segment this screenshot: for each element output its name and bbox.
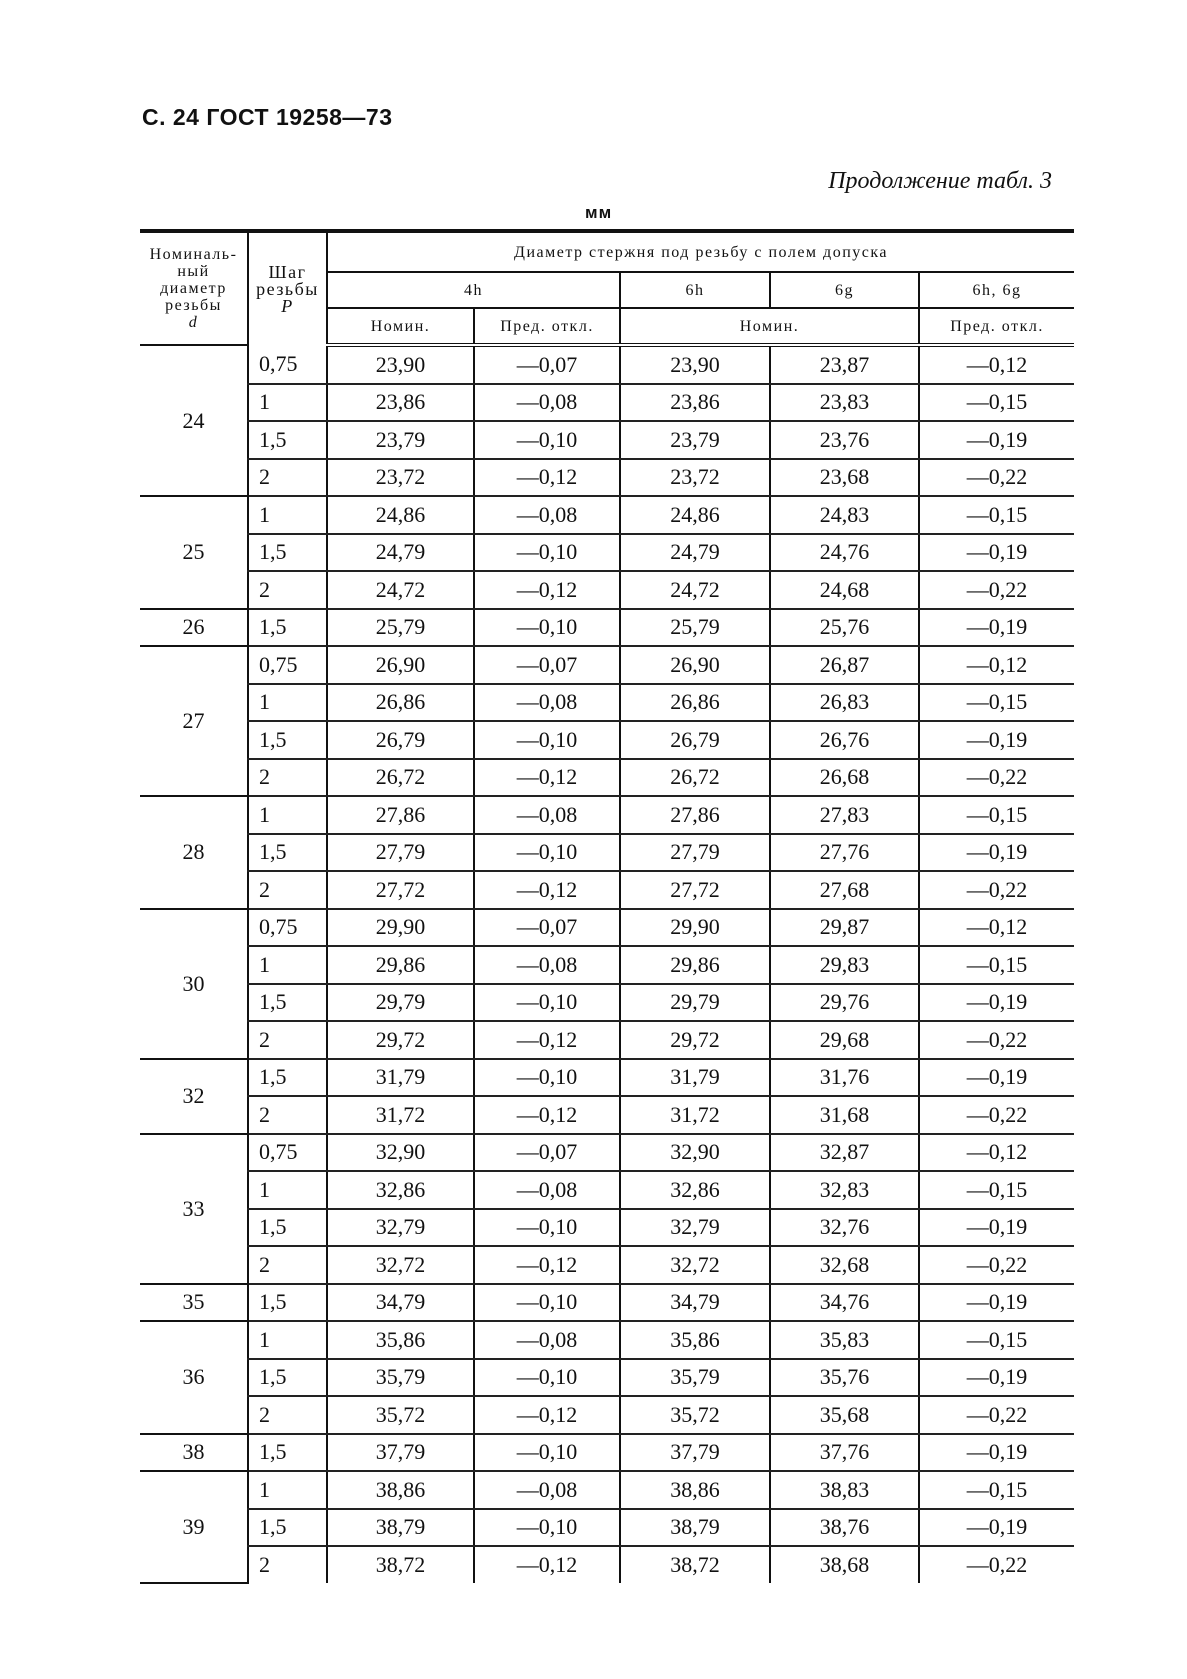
table-row [140,646,1074,684]
nominal-4h-cell: 34,79 [327,1284,474,1322]
nominal-6g-cell: 37,76 [770,1434,919,1472]
deviation-6h6g-cell: —0,15 [919,1321,1074,1359]
nominal-6g-cell: 24,83 [770,496,919,534]
thread-pitch-cell: 1 [248,496,327,534]
header-text: диаметр [160,280,227,297]
nominal-6h-cell: 24,86 [620,496,770,534]
table-row [140,1134,1074,1172]
table-row [140,384,1074,422]
nominal-4h-cell: 26,90 [327,646,474,684]
header-dev-4h: Пред. откл. [474,308,620,345]
deviation-6h6g-cell: —0,22 [919,1096,1074,1134]
table-caption: Продолжение табл. 3 [828,168,1052,194]
deviation-4h-cell: —0,12 [474,1021,620,1059]
nominal-4h-cell: 23,79 [327,421,474,459]
nominal-6g-cell: 29,87 [770,909,919,947]
nominal-6h-cell: 31,79 [620,1059,770,1097]
nominal-diameter-cell: 39 [140,1471,248,1583]
deviation-6h6g-cell: —0,22 [919,571,1074,609]
deviation-6h6g-cell: —0,15 [919,384,1074,422]
table-row [140,1059,1074,1097]
nominal-4h-cell: 31,72 [327,1096,474,1134]
thread-pitch-cell: 1 [248,946,327,984]
deviation-4h-cell: —0,10 [474,1509,620,1547]
nominal-diameter-cell: 38 [140,1434,248,1472]
deviation-6h6g-cell: —0,22 [919,459,1074,497]
nominal-6h-cell: 26,86 [620,684,770,722]
deviation-4h-cell: —0,10 [474,834,620,872]
deviation-4h-cell: —0,12 [474,571,620,609]
nominal-6g-cell: 26,83 [770,684,919,722]
nominal-diameter-cell: 30 [140,909,248,1059]
nominal-6g-cell: 27,76 [770,834,919,872]
thread-pitch-cell: 2 [248,1396,327,1434]
nominal-4h-cell: 29,86 [327,946,474,984]
deviation-6h6g-cell: —0,19 [919,534,1074,572]
thread-pitch-cell: 1 [248,384,327,422]
table-row [140,1171,1074,1209]
nominal-diameter-cell: 24 [140,345,248,496]
thread-pitch-cell: 1 [248,796,327,834]
thread-diameter-table [140,229,1074,1584]
deviation-4h-cell: —0,08 [474,1471,620,1509]
deviation-4h-cell: —0,08 [474,684,620,722]
thread-pitch-cell: 1,5 [248,609,327,647]
header-symbol: d [188,314,199,331]
nominal-4h-cell: 23,86 [327,384,474,422]
nominal-diameter-cell: 33 [140,1134,248,1284]
nominal-diameter-cell: 32 [140,1059,248,1134]
thread-pitch-cell: 2 [248,1546,327,1583]
deviation-4h-cell: —0,10 [474,609,620,647]
table-row [140,459,1074,497]
nominal-4h-cell: 32,86 [327,1171,474,1209]
nominal-4h-cell: 32,72 [327,1246,474,1284]
nominal-4h-cell: 23,72 [327,459,474,497]
nominal-6g-cell: 27,68 [770,871,919,909]
nominal-4h-cell: 26,72 [327,759,474,797]
deviation-6h6g-cell: —0,12 [919,909,1074,947]
deviation-6h6g-cell: —0,15 [919,684,1074,722]
nominal-6h-cell: 24,79 [620,534,770,572]
nominal-6g-cell: 26,68 [770,759,919,797]
header-tol-6g: 6g [770,272,919,308]
header-tol-6h: 6h [620,272,770,308]
nominal-4h-cell: 24,72 [327,571,474,609]
nominal-6g-cell: 32,68 [770,1246,919,1284]
thread-pitch-cell: 0,75 [248,1134,327,1172]
thread-pitch-cell: 1 [248,1171,327,1209]
thread-pitch-cell: 1,5 [248,984,327,1022]
deviation-6h6g-cell: —0,22 [919,1021,1074,1059]
nominal-4h-cell: 32,79 [327,1209,474,1247]
table-row [140,684,1074,722]
nominal-6h-cell: 38,79 [620,1509,770,1547]
table-row [140,1546,1074,1583]
nominal-6h-cell: 35,72 [620,1396,770,1434]
thread-pitch-cell: 0,75 [248,646,327,684]
nominal-6g-cell: 26,87 [770,646,919,684]
table-row [140,1209,1074,1247]
nominal-4h-cell: 25,79 [327,609,474,647]
thread-pitch-cell: 0,75 [248,345,327,384]
deviation-6h6g-cell: —0,15 [919,796,1074,834]
page-header: С. 24 ГОСТ 19258—73 [142,104,393,130]
nominal-6h-cell: 31,72 [620,1096,770,1134]
nominal-6g-cell: 31,76 [770,1059,919,1097]
deviation-4h-cell: —0,12 [474,1246,620,1284]
nominal-6g-cell: 35,83 [770,1321,919,1359]
nominal-6h-cell: 26,72 [620,759,770,797]
table-row [140,571,1074,609]
table-row [140,1321,1074,1359]
table-row [140,984,1074,1022]
deviation-4h-cell: —0,12 [474,1096,620,1134]
nominal-6h-cell: 24,72 [620,571,770,609]
nominal-6g-cell: 26,76 [770,721,919,759]
thread-pitch-cell: 0,75 [248,909,327,947]
deviation-6h6g-cell: —0,15 [919,946,1074,984]
deviation-4h-cell: —0,10 [474,984,620,1022]
nominal-diameter-cell: 25 [140,496,248,609]
header-nomin-6h6g: Номин. [620,308,919,345]
deviation-6h6g-cell: —0,22 [919,1246,1074,1284]
thread-pitch-cell: 1,5 [248,721,327,759]
deviation-4h-cell: —0,10 [474,1059,620,1097]
header-dev-6h6g: Пред. откл. [919,308,1074,345]
nominal-4h-cell: 35,86 [327,1321,474,1359]
deviation-6h6g-cell: —0,19 [919,1509,1074,1547]
deviation-4h-cell: —0,12 [474,1546,620,1583]
thread-pitch-cell: 2 [248,759,327,797]
nominal-4h-cell: 23,90 [327,345,474,384]
nominal-6g-cell: 32,76 [770,1209,919,1247]
thread-pitch-cell: 1 [248,1471,327,1509]
header-text: резьбы [256,278,319,299]
table-row [140,1359,1074,1397]
deviation-4h-cell: —0,08 [474,496,620,534]
nominal-6g-cell: 31,68 [770,1096,919,1134]
deviation-4h-cell: —0,10 [474,1359,620,1397]
deviation-4h-cell: —0,08 [474,384,620,422]
deviation-6h6g-cell: —0,12 [919,1134,1074,1172]
table-row [140,946,1074,984]
nominal-6h-cell: 37,79 [620,1434,770,1472]
deviation-6h6g-cell: —0,12 [919,345,1074,384]
thread-pitch-cell: 2 [248,459,327,497]
table-row [140,1434,1074,1472]
nominal-6g-cell: 38,83 [770,1471,919,1509]
table-row [140,609,1074,647]
table-row [140,1096,1074,1134]
deviation-4h-cell: —0,07 [474,646,620,684]
table-row [140,1471,1074,1509]
thread-pitch-cell: 1 [248,684,327,722]
nominal-6h-cell: 23,90 [620,345,770,384]
header-nominal-diameter [140,231,248,345]
nominal-6h-cell: 32,79 [620,1209,770,1247]
thread-pitch-cell: 1,5 [248,834,327,872]
deviation-4h-cell: —0,08 [474,946,620,984]
nominal-6h-cell: 34,79 [620,1284,770,1322]
nominal-6h-cell: 35,79 [620,1359,770,1397]
deviation-6h6g-cell: —0,19 [919,721,1074,759]
deviation-6h6g-cell: —0,12 [919,646,1074,684]
nominal-6h-cell: 32,86 [620,1171,770,1209]
nominal-6h-cell: 35,86 [620,1321,770,1359]
deviation-6h6g-cell: —0,22 [919,759,1074,797]
deviation-6h6g-cell: —0,15 [919,1171,1074,1209]
nominal-4h-cell: 27,86 [327,796,474,834]
table-body [140,345,1074,1583]
nominal-6h-cell: 29,90 [620,909,770,947]
nominal-4h-cell: 29,79 [327,984,474,1022]
deviation-4h-cell: —0,07 [474,345,620,384]
deviation-6h6g-cell: —0,19 [919,984,1074,1022]
nominal-6g-cell: 38,76 [770,1509,919,1547]
deviation-4h-cell: —0,10 [474,1209,620,1247]
header-symbol: P [281,295,294,316]
deviation-6h6g-cell: —0,19 [919,609,1074,647]
nominal-4h-cell: 29,72 [327,1021,474,1059]
nominal-6h-cell: 23,86 [620,384,770,422]
deviation-6h6g-cell: —0,19 [919,1434,1074,1472]
nominal-4h-cell: 38,72 [327,1546,474,1583]
nominal-6h-cell: 29,86 [620,946,770,984]
header-tol-6h6g: 6h, 6g [919,272,1074,308]
header-text: резьбы [165,297,222,314]
nominal-diameter-cell: 26 [140,609,248,647]
nominal-6g-cell: 29,76 [770,984,919,1022]
nominal-6g-cell: 32,83 [770,1171,919,1209]
table-row [140,1021,1074,1059]
nominal-6g-cell: 27,83 [770,796,919,834]
nominal-4h-cell: 24,79 [327,534,474,572]
nominal-6g-cell: 24,68 [770,571,919,609]
nominal-6h-cell: 27,72 [620,871,770,909]
thread-pitch-cell: 1,5 [248,1434,327,1472]
nominal-4h-cell: 29,90 [327,909,474,947]
deviation-4h-cell: —0,12 [474,1396,620,1434]
nominal-4h-cell: 35,79 [327,1359,474,1397]
header-nomin-4h: Номин. [327,308,474,345]
header-tol-4h: 4h [327,272,620,308]
thread-pitch-cell: 1 [248,1321,327,1359]
thread-pitch-cell: 2 [248,1096,327,1134]
deviation-4h-cell: —0,08 [474,1321,620,1359]
thread-pitch-cell: 1,5 [248,1209,327,1247]
nominal-6h-cell: 32,72 [620,1246,770,1284]
nominal-6h-cell: 38,72 [620,1546,770,1583]
thread-pitch-cell: 2 [248,871,327,909]
nominal-6g-cell: 32,87 [770,1134,919,1172]
deviation-4h-cell: —0,10 [474,1434,620,1472]
deviation-4h-cell: —0,08 [474,1171,620,1209]
nominal-4h-cell: 32,90 [327,1134,474,1172]
nominal-6g-cell: 23,83 [770,384,919,422]
deviation-6h6g-cell: —0,15 [919,496,1074,534]
thread-pitch-cell: 2 [248,1246,327,1284]
nominal-6h-cell: 26,79 [620,721,770,759]
nominal-diameter-cell: 35 [140,1284,248,1322]
table-row [140,909,1074,947]
deviation-4h-cell: —0,12 [474,871,620,909]
deviation-4h-cell: —0,08 [474,796,620,834]
table-row [140,759,1074,797]
deviation-4h-cell: —0,10 [474,1284,620,1322]
deviation-6h6g-cell: —0,15 [919,1471,1074,1509]
deviation-6h6g-cell: —0,19 [919,1059,1074,1097]
unit-label: мм [585,203,613,222]
deviation-4h-cell: —0,12 [474,459,620,497]
table-row [140,1509,1074,1547]
nominal-6g-cell: 24,76 [770,534,919,572]
nominal-6g-cell: 23,87 [770,345,919,384]
nominal-6h-cell: 38,86 [620,1471,770,1509]
nominal-6g-cell: 25,76 [770,609,919,647]
nominal-4h-cell: 38,79 [327,1509,474,1547]
nominal-diameter-cell: 27 [140,646,248,796]
header-text: Шаг [268,261,307,282]
header-thread-pitch [248,231,327,345]
deviation-4h-cell: —0,12 [474,759,620,797]
nominal-6h-cell: 27,86 [620,796,770,834]
table-row [140,345,1074,384]
nominal-6g-cell: 29,68 [770,1021,919,1059]
table-row [140,1246,1074,1284]
nominal-4h-cell: 31,79 [327,1059,474,1097]
nominal-4h-cell: 27,72 [327,871,474,909]
nominal-6g-cell: 38,68 [770,1546,919,1583]
deviation-4h-cell: —0,10 [474,721,620,759]
table-row [140,834,1074,872]
nominal-6h-cell: 23,72 [620,459,770,497]
nominal-4h-cell: 37,79 [327,1434,474,1472]
deviation-4h-cell: —0,10 [474,534,620,572]
deviation-4h-cell: —0,10 [474,421,620,459]
table-row [140,1396,1074,1434]
nominal-diameter-cell: 28 [140,796,248,909]
nominal-6h-cell: 25,79 [620,609,770,647]
thread-pitch-cell: 2 [248,1021,327,1059]
table-row [140,871,1074,909]
thread-pitch-cell: 1,5 [248,534,327,572]
nominal-6h-cell: 29,79 [620,984,770,1022]
nominal-6h-cell: 32,90 [620,1134,770,1172]
thread-pitch-cell: 1,5 [248,1059,327,1097]
nominal-4h-cell: 38,86 [327,1471,474,1509]
deviation-6h6g-cell: —0,22 [919,1396,1074,1434]
header-text: ный [177,263,210,280]
thread-pitch-cell: 1,5 [248,1359,327,1397]
table-row [140,796,1074,834]
thread-pitch-cell: 2 [248,571,327,609]
thread-pitch-cell: 1,5 [248,1509,327,1547]
nominal-4h-cell: 27,79 [327,834,474,872]
nominal-4h-cell: 24,86 [327,496,474,534]
thread-pitch-cell: 1,5 [248,1284,327,1322]
deviation-6h6g-cell: —0,19 [919,1359,1074,1397]
nominal-6g-cell: 34,76 [770,1284,919,1322]
table-row [140,421,1074,459]
deviation-6h6g-cell: —0,22 [919,871,1074,909]
nominal-4h-cell: 26,79 [327,721,474,759]
nominal-6g-cell: 35,76 [770,1359,919,1397]
nominal-6h-cell: 29,72 [620,1021,770,1059]
nominal-6h-cell: 23,79 [620,421,770,459]
thread-pitch-cell: 1,5 [248,421,327,459]
deviation-4h-cell: —0,07 [474,1134,620,1172]
deviation-6h6g-cell: —0,19 [919,1209,1074,1247]
nominal-6g-cell: 29,83 [770,946,919,984]
nominal-4h-cell: 26,86 [327,684,474,722]
nominal-6g-cell: 35,68 [770,1396,919,1434]
header-group-title: Диаметр стержня под резьбу с полем допуска [327,231,1074,272]
table-header [140,231,1074,345]
table-row [140,721,1074,759]
header-text: Номиналь- [149,246,238,263]
table-row [140,1284,1074,1322]
deviation-6h6g-cell: —0,19 [919,1284,1074,1322]
nominal-6h-cell: 27,79 [620,834,770,872]
nominal-6h-cell: 26,90 [620,646,770,684]
deviation-6h6g-cell: —0,22 [919,1546,1074,1583]
deviation-4h-cell: —0,07 [474,909,620,947]
deviation-6h6g-cell: —0,19 [919,834,1074,872]
nominal-4h-cell: 35,72 [327,1396,474,1434]
table-row [140,496,1074,534]
table-row [140,534,1074,572]
nominal-diameter-cell: 36 [140,1321,248,1434]
deviation-6h6g-cell: —0,19 [919,421,1074,459]
nominal-6g-cell: 23,76 [770,421,919,459]
nominal-6g-cell: 23,68 [770,459,919,497]
